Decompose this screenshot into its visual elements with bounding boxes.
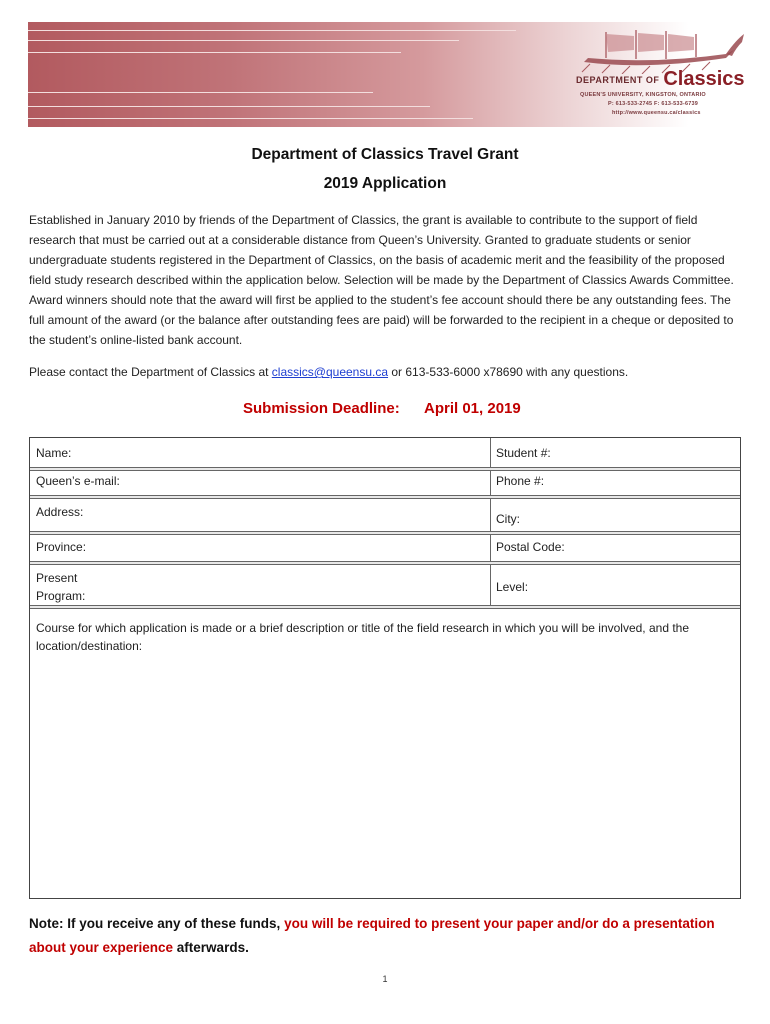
contact-text-after: or 613-533-6000 x78690 with any questions. — [388, 365, 629, 379]
phone-label: Phone #: — [496, 474, 545, 488]
deadline-date: April 01, 2019 — [424, 400, 521, 417]
program-label-line2: Program: — [36, 589, 86, 603]
program-label-line1: Present — [36, 571, 78, 585]
name-label: Name: — [36, 446, 72, 460]
banner-stripe — [28, 106, 430, 107]
note-part1: Note: If you receive any of these funds, — [29, 916, 285, 931]
postal-code-label: Postal Code: — [496, 540, 565, 554]
department-logo — [556, 22, 746, 127]
row-separator — [30, 561, 740, 565]
level-label: Level: — [496, 580, 529, 594]
application-form — [29, 437, 741, 899]
email-link[interactable]: classics@queensu.ca — [271, 365, 389, 379]
phone-fax-line: P: 613-533-2745 F: 613-533-6739 — [608, 101, 698, 107]
banner-stripe — [28, 52, 401, 53]
note-part3: afterwards. — [173, 940, 249, 955]
department-name — [576, 68, 745, 91]
row-separator — [30, 605, 740, 609]
header-banner — [28, 22, 746, 127]
note-requirement: you will be required to present your paper and/or do a presentation about your experience — [29, 916, 715, 955]
classics-wordmark: Classics — [663, 68, 745, 90]
contact-text-before: Please contact the Department of Classics at — [29, 365, 272, 379]
page-number: 1 — [382, 974, 388, 984]
contact-line — [29, 365, 628, 379]
email-label: Queen’s e-mail: — [36, 474, 120, 488]
address-label: Address: — [36, 505, 84, 519]
row-separator — [30, 531, 740, 535]
student-number-label: Student #: — [496, 446, 551, 460]
page-title: Department of Classics Travel Grant — [251, 146, 519, 163]
page-subtitle: 2019 Application — [323, 175, 447, 192]
university-line: QUEEN'S UNIVERSITY, KINGSTON, ONTARIO — [580, 92, 706, 98]
banner-stripe — [28, 118, 473, 119]
intro-paragraph: Established in January 2010 by friends of the Department of Classics, the grant is available to contribute to the support of field research that must be carried out at a considerable distance from Queen’s University. Granted to graduate students or senior undergraduate students registered in the Department of Classics, on the basis of academic merit and the feasibility of the proposed field study research described within the application below. Selection will be made by the Department of Classics Awards Committee. Award winners should note that the award will first be applied to the student’s fee account should there be any outstanding fees. The full amount of the award (or the balance after outstanding fees are paid) will be forwarded to the recipient in a cheque or deposited to the student’s online-listed bank account. — [29, 213, 734, 347]
city-label: City: — [496, 512, 520, 526]
province-label: Province: — [36, 540, 87, 554]
website-url[interactable]: http://www.queensu.ca/classics — [612, 110, 701, 116]
banner-stripe — [28, 40, 459, 41]
column-divider — [490, 438, 491, 609]
banner-stripe — [28, 92, 373, 93]
course-description-label: Course for which application is made or a brief description or title of the field research in which you will be involved, and the location/destination: — [36, 621, 690, 653]
banner-stripe — [28, 30, 516, 31]
deadline-label: Submission Deadline: — [243, 400, 400, 417]
note-paragraph — [29, 912, 743, 960]
row-separator — [30, 467, 740, 471]
dept-of-text: DEPARTMENT OF — [576, 75, 660, 85]
row-separator — [30, 495, 740, 499]
